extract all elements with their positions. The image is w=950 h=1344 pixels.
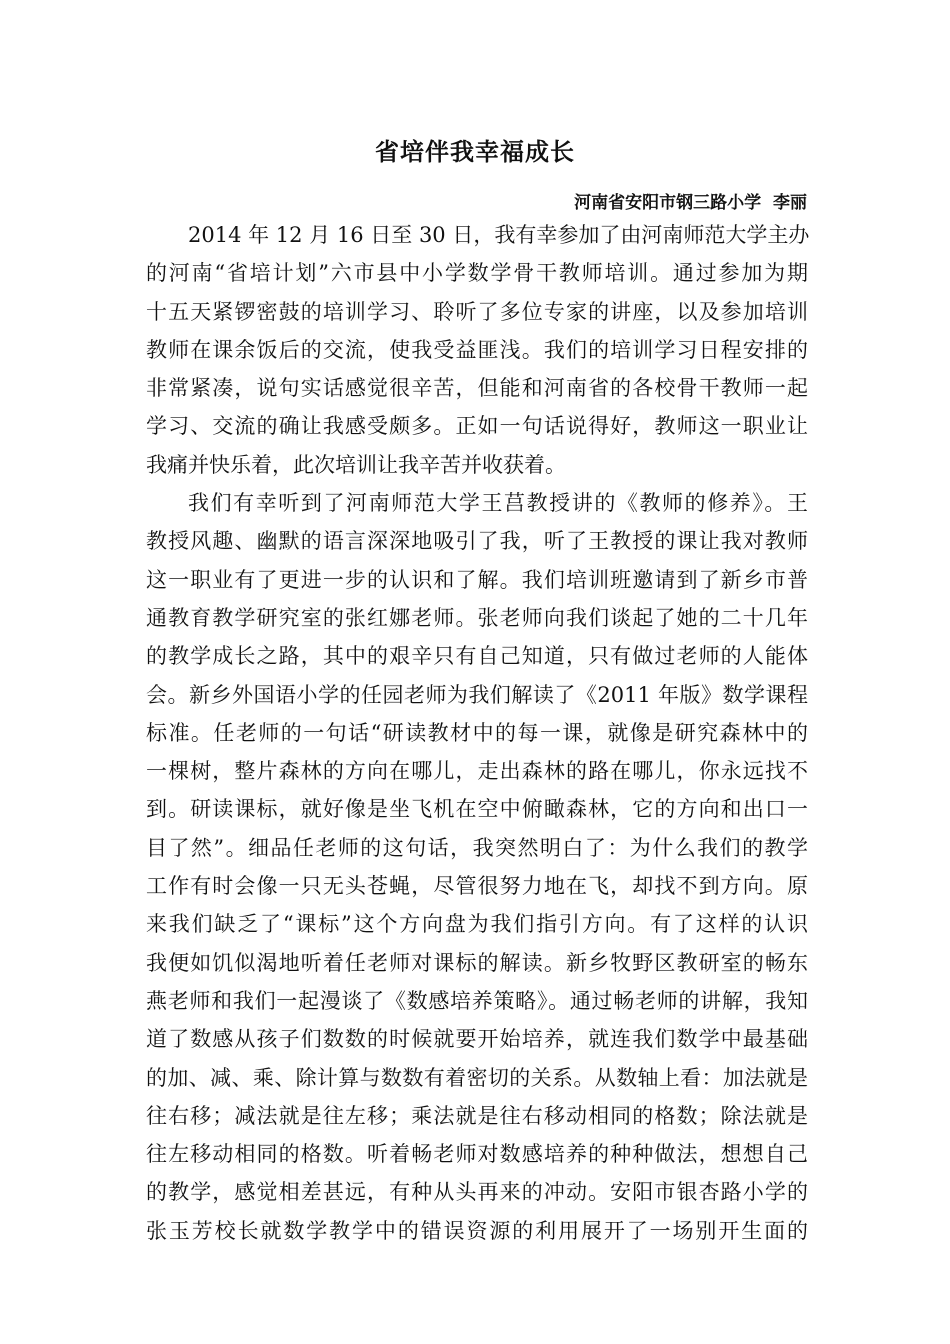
- text-line: 张玉芳校长就数学教学中的错误资源的利用展开了一场别开生面的: [146, 1218, 808, 1243]
- text-line: 燕老师和我们一起漫谈了《数感培养策略》。通过畅老师的讲解，我知: [146, 988, 808, 1013]
- text-line: 非常紧凑，说句实话感觉很辛苦，但能和河南省的各校骨干教师一起: [146, 376, 808, 401]
- text-line: 我便如饥似渴地听着任老师对课标的解读。新乡牧野区教研室的畅东: [146, 950, 808, 975]
- text-line: 十五天紧锣密鼓的培训学习、聆听了多位专家的讲座，以及参加培训: [146, 299, 808, 324]
- text-line: 我痛并快乐着，此次培训让我辛苦并收获着。: [146, 452, 566, 477]
- text-line: 教授风趣、幽默的语言深深地吸引了我，听了王教授的课让我对教师: [146, 529, 808, 554]
- text-line: 的加、减、乘、除计算与数数有着密切的关系。从数轴上看：加法就是: [146, 1065, 808, 1090]
- text-line: 这一职业有了更进一步的认识和了解。我们培训班邀请到了新乡市普: [146, 567, 808, 592]
- text-line: 会。新乡外国语小学的任园老师为我们解读了《2011 年版》数学课程: [146, 682, 808, 707]
- text-line: 到。研读课标，就好像是坐飞机在空中俯瞰森林，它的方向和出口一: [146, 797, 808, 822]
- paragraph-2: [146, 484, 808, 1250]
- text-line: 一棵树，整片森林的方向在哪儿，走出森林的路在哪儿，你永远找不: [146, 759, 808, 784]
- paragraph-1: [146, 216, 808, 484]
- document-title: 省培伴我幸福成长: [375, 138, 575, 166]
- text-line: 往左移动相同的格数。听着畅老师对数感培养的种种做法，想想自己: [146, 1142, 808, 1167]
- text-line: 标准。任老师的一句话“研读教材中的每一课，就像是研究森林中的: [146, 720, 808, 745]
- text-line: 通教育教学研究室的张红娜老师。张老师向我们谈起了她的二十几年: [146, 605, 808, 630]
- text-line: 我们有幸听到了河南师范大学王莒教授讲的《教师的修养》。王: [188, 491, 808, 516]
- text-line: 教师在课余饭后的交流，使我受益匪浅。我们的培训学习日程安排的: [146, 337, 808, 362]
- author-byline: 河南省安阳市钢三路小学 李丽: [574, 193, 807, 213]
- text-line: 2014 年 12 月 16 日至 30 日，我有幸参加了由河南师范大学主办: [188, 223, 810, 247]
- text-line: 的河南“省培计划”六市县中小学数学骨干教师培训。通过参加为期: [146, 261, 808, 286]
- text-line: 目了然”。细品任老师的这句话，我突然明白了：为什么我们的教学: [146, 835, 808, 860]
- text-line: 的教学，感觉相差甚远，有种从头再来的冲动。安阳市银杏路小学的: [146, 1180, 808, 1205]
- text-line: 学习、交流的确让我感受颇多。正如一句话说得好，教师这一职业让: [146, 414, 808, 439]
- text-line: 道了数感从孩子们数数的时候就要开始培养，就连我们数学中最基础: [146, 1027, 808, 1052]
- text-line: 工作有时会像一只无头苍蝇，尽管很努力地在飞，却找不到方向。原: [146, 874, 808, 899]
- text-line: 往右移；减法就是往左移；乘法就是往右移动相同的格数；除法就是: [146, 1103, 808, 1128]
- document-body: [146, 216, 808, 1250]
- text-line: 的教学成长之路，其中的艰辛只有自己知道，只有做过老师的人能体: [146, 644, 808, 669]
- text-line: 来我们缺乏了“课标”这个方向盘为我们指引方向。有了这样的认识: [146, 912, 808, 937]
